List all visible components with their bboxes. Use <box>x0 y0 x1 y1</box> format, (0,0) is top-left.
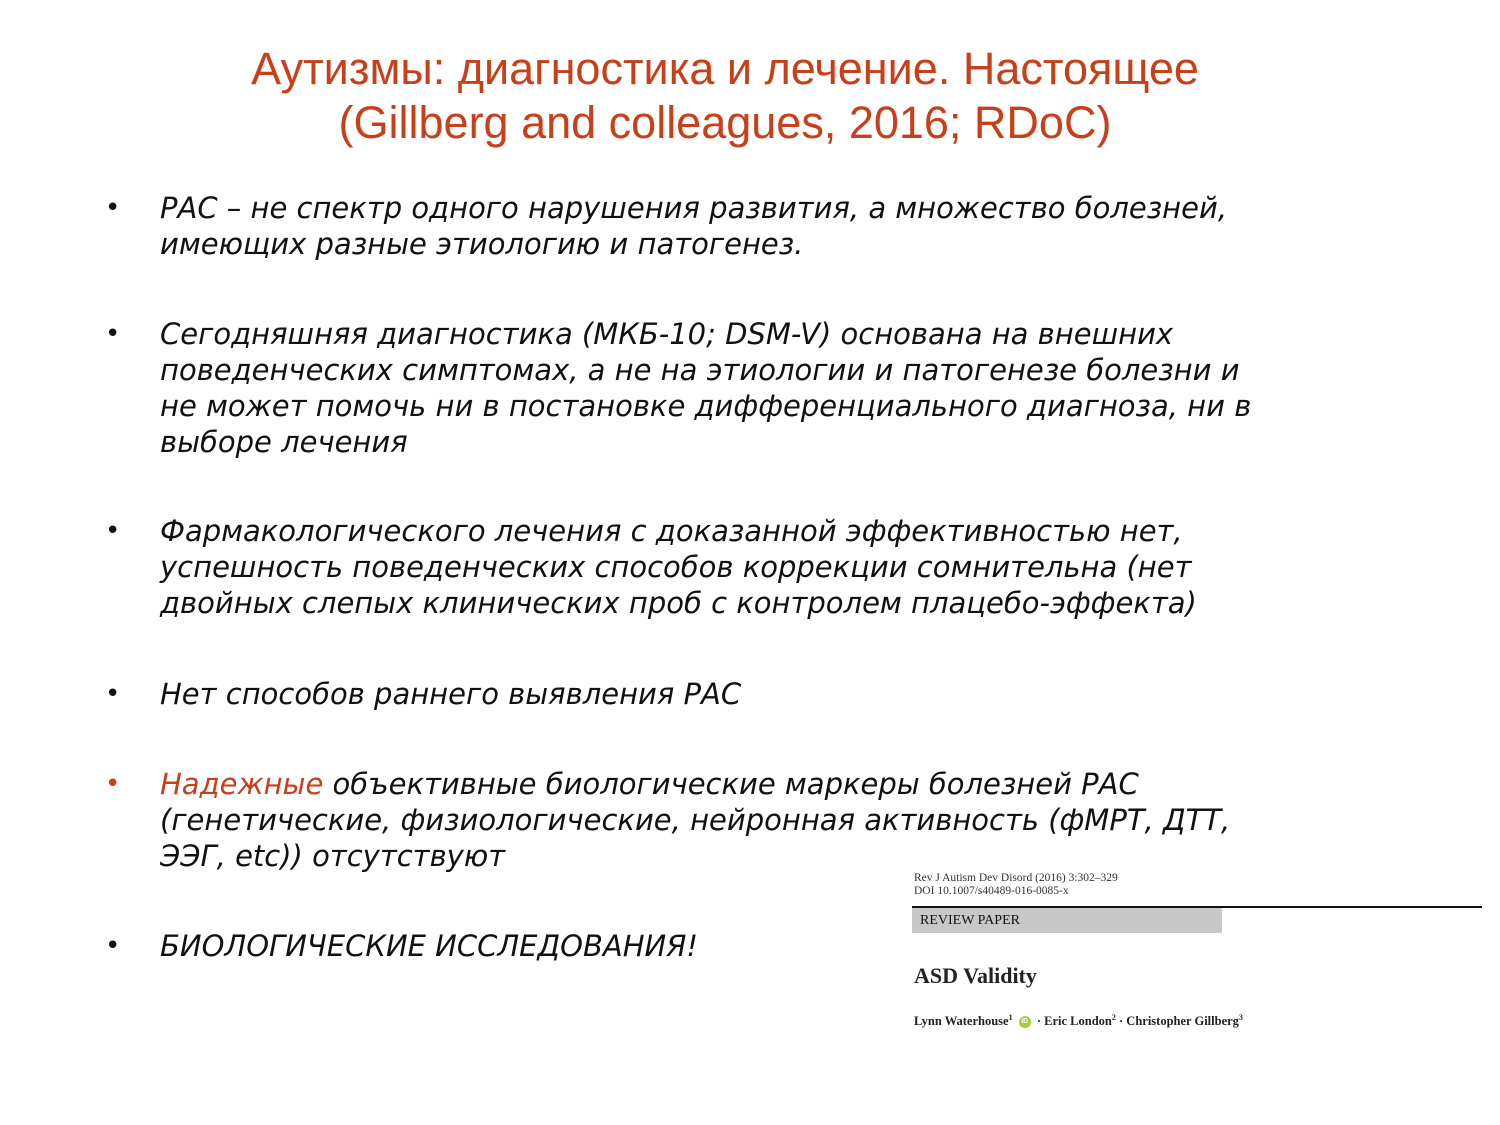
paper-title: ASD Validity <box>914 963 1037 988</box>
bullet-line: ЭЭГ, etc)) отсутствуют <box>160 839 506 873</box>
bullet-line: успешность поведенческих способов коррекции сомнительна (нет <box>160 550 1192 584</box>
bullet-line: двойных слепых клинических проб с контролем плацебо-эффекта) <box>160 586 1197 620</box>
paper-excerpt <box>912 870 1482 1040</box>
paper-meta <box>914 872 1118 898</box>
bullet-marker: • <box>105 516 121 546</box>
slide-title <box>100 42 1350 150</box>
bullet-line: имеющих разные этиологию и патогенез. <box>160 227 804 261</box>
bullet-line: РАС – не спектр одного нарушения развития, а множество болезней, <box>160 191 1228 225</box>
bullet-line: не может помочь ни в постановке дифференциального диагноза, ни в <box>160 389 1252 423</box>
author-name: · Eric London <box>1036 1014 1112 1029</box>
bullet-item <box>105 676 1360 712</box>
orcid-icon: iD <box>1019 1016 1031 1028</box>
bullet-marker: • <box>105 193 121 223</box>
bullet-line: Фармакологического лечения с доказанной эффективностью нет, <box>160 514 1183 548</box>
accent-word: Надежные <box>160 767 324 801</box>
paper-doi: DOI 10.1007/s40489-016-0085-x <box>914 885 1069 897</box>
paper-journal: Rev J Autism Dev Disord (2016) 3:302–329 <box>914 872 1118 884</box>
bullet-line <box>160 766 1360 802</box>
bullet-line: (генетические, физиологические, нейронная активность (фМРТ, ДТТ, <box>160 803 1231 837</box>
bullet-item <box>105 316 1360 460</box>
slide-title-line-1: Аутизмы: диагностика и лечение. Настоящее <box>251 43 1199 94</box>
bullet-marker: • <box>105 931 121 961</box>
bullet-line: поведенческих симптомах, а не на этиологии и патогенезе болезни и <box>160 353 1240 387</box>
bullet-line: Нет способов раннего выявления РАС <box>160 677 742 711</box>
bullet-marker: • <box>105 769 121 799</box>
paper-badge: REVIEW PAPER <box>912 908 1222 933</box>
author-affiliation: 3 <box>1238 1013 1243 1022</box>
bullet-marker: • <box>105 319 121 349</box>
bullet-line: выборе лечения <box>160 425 408 459</box>
bullet-line: БИОЛОГИЧЕСКИЕ ИССЛЕДОВАНИЯ! <box>160 929 698 963</box>
bullet-line-rest: объективные биологические маркеры болезней РАС <box>323 767 1139 801</box>
bullet-item <box>105 513 1360 621</box>
author-affiliation: 2 <box>1111 1013 1116 1022</box>
author-name: · Christopher Gillberg <box>1119 1014 1239 1029</box>
bullet-line: Сегодняшняя диагностика (МКБ-10; DSM-V) основана на внешних <box>160 317 1174 351</box>
author-affiliation: 1 <box>1008 1013 1013 1022</box>
paper-authors <box>914 1013 1243 1029</box>
bullet-item <box>105 766 1360 874</box>
author-name: Lynn Waterhouse <box>914 1014 1009 1029</box>
bullet-marker: • <box>105 679 121 709</box>
bullet-item <box>105 190 1360 262</box>
slide-title-line-2: (Gillberg and colleagues, 2016; RDoC) <box>338 97 1112 148</box>
